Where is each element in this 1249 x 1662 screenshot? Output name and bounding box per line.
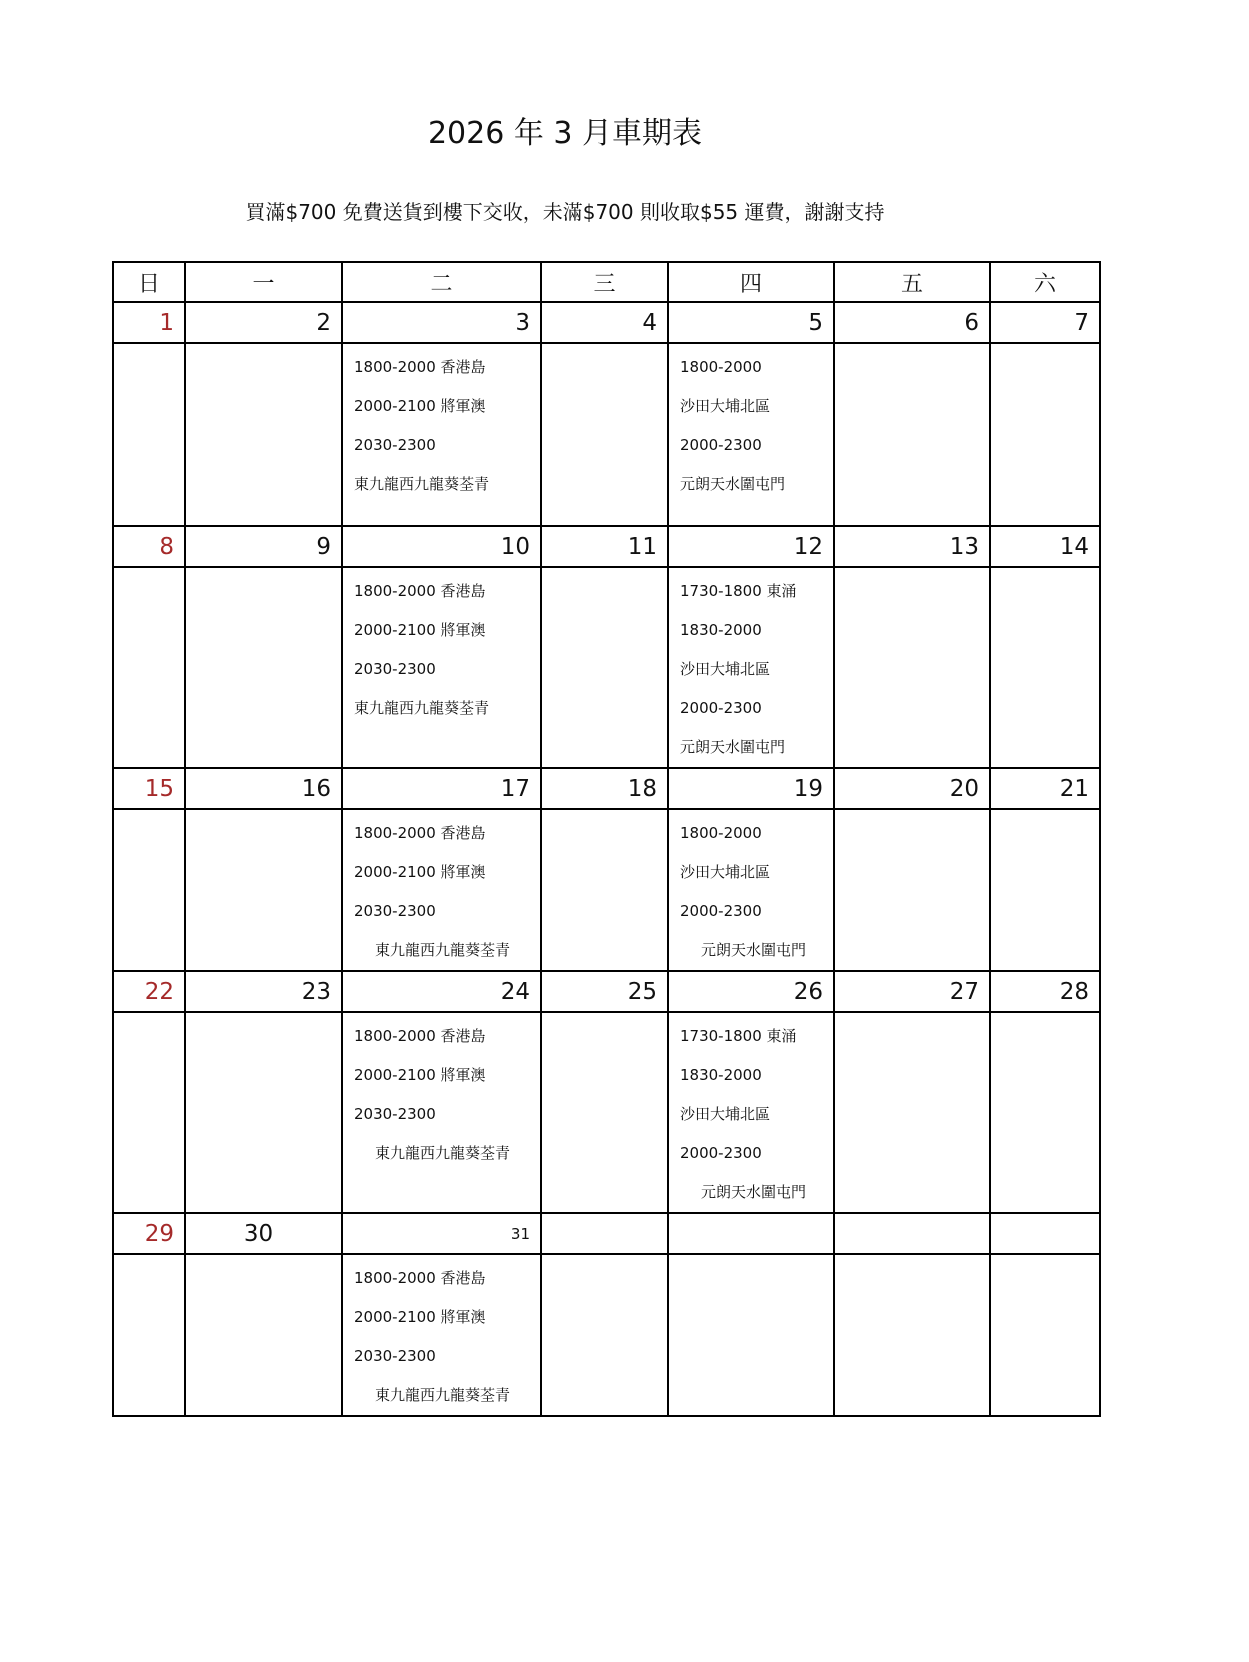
schedule-entry: 2000-2100 將軍澳 — [354, 621, 486, 639]
day-cell — [113, 1254, 185, 1416]
weekday-thu: 四 — [668, 262, 834, 302]
schedule-entry: 元朗天水圍屯門 — [680, 475, 786, 493]
events-row — [113, 343, 1100, 526]
schedule-entry: 元朗天水圍屯門 — [701, 941, 807, 959]
date-cell: 11 — [541, 526, 668, 567]
schedule-entry: 沙田大埔北區 — [680, 863, 771, 881]
day-cell — [541, 1254, 668, 1416]
day-cell — [185, 1012, 342, 1213]
schedule-entry: 元朗天水圍屯門 — [701, 1183, 807, 1201]
schedule-entry: 沙田大埔北區 — [680, 660, 771, 678]
day-cell — [834, 809, 990, 971]
day-cell — [342, 809, 541, 971]
schedule-entry: 2000-2100 將軍澳 — [354, 1066, 486, 1084]
date-cell: 21 — [990, 768, 1100, 809]
schedule-entry: 1800-2000 — [680, 358, 762, 376]
date-cell: 5 — [668, 302, 834, 343]
schedule-entry: 1800-2000 香港島 — [354, 1027, 486, 1045]
date-cell: 25 — [541, 971, 668, 1012]
day-cell — [342, 567, 541, 768]
day-cell — [541, 567, 668, 768]
date-row — [113, 526, 1100, 567]
day-cell — [834, 567, 990, 768]
schedule-entry: 1730-1800 東涌 — [680, 582, 797, 600]
date-cell: 2 — [185, 302, 342, 343]
date-cell: 30 — [185, 1213, 342, 1254]
date-cell: 24 — [342, 971, 541, 1012]
weekday-wed: 三 — [541, 262, 668, 302]
date-cell — [541, 1213, 668, 1254]
schedule-list — [343, 1013, 540, 1173]
delivery-note: 買滿$700 免費送貨到樓下交收，未滿$700 則收取$55 運費，謝謝支持 — [245, 200, 885, 224]
day-cell — [834, 1012, 990, 1213]
day-cell — [342, 1254, 541, 1416]
calendar-table — [112, 261, 1101, 1417]
schedule-entry: 1800-2000 — [680, 824, 762, 842]
date-row — [113, 971, 1100, 1012]
date-cell: 7 — [990, 302, 1100, 343]
schedule-entry: 1800-2000 香港島 — [354, 1269, 486, 1287]
schedule-entry: 1730-1800 東涌 — [680, 1027, 797, 1045]
date-cell: 28 — [990, 971, 1100, 1012]
day-cell — [668, 1012, 834, 1213]
day-cell — [113, 1012, 185, 1213]
day-cell — [541, 1012, 668, 1213]
day-cell — [113, 343, 185, 526]
date-cell: 8 — [113, 526, 185, 567]
date-cell: 27 — [834, 971, 990, 1012]
events-row — [113, 809, 1100, 971]
date-cell: 18 — [541, 768, 668, 809]
weekday-tue: 二 — [342, 262, 541, 302]
date-row — [113, 768, 1100, 809]
date-cell: 12 — [668, 526, 834, 567]
day-cell — [668, 1254, 834, 1416]
schedule-list — [343, 344, 540, 504]
day-cell — [668, 343, 834, 526]
weekday-sun: 日 — [113, 262, 185, 302]
schedule-entry: 1800-2000 香港島 — [354, 358, 486, 376]
day-cell — [342, 1012, 541, 1213]
date-cell: 17 — [342, 768, 541, 809]
schedule-entry: 2030-2300 — [354, 436, 436, 454]
day-cell — [185, 1254, 342, 1416]
day-cell — [668, 567, 834, 768]
weekday-sat: 六 — [990, 262, 1100, 302]
date-cell: 14 — [990, 526, 1100, 567]
date-cell: 10 — [342, 526, 541, 567]
schedule-list — [343, 568, 540, 728]
day-cell — [113, 567, 185, 768]
schedule-entry: 1830-2000 — [680, 1066, 762, 1084]
schedule-list — [343, 810, 540, 970]
date-cell: 15 — [113, 768, 185, 809]
day-cell — [990, 809, 1100, 971]
schedule-entry: 元朗天水圍屯門 — [680, 738, 786, 756]
schedule-entry: 2000-2300 — [680, 699, 762, 717]
schedule-entry: 2000-2100 將軍澳 — [354, 863, 486, 881]
schedule-entry: 東九龍西九龍葵荃青 — [354, 699, 490, 717]
weekday-fri: 五 — [834, 262, 990, 302]
schedule-entry: 東九龍西九龍葵荃青 — [375, 1144, 511, 1162]
date-cell — [668, 1213, 834, 1254]
date-row — [113, 302, 1100, 343]
weekday-header-row — [113, 262, 1100, 302]
schedule-entry: 東九龍西九龍葵荃青 — [354, 475, 490, 493]
schedule-entry: 沙田大埔北區 — [680, 1105, 771, 1123]
day-cell — [834, 343, 990, 526]
day-cell — [990, 567, 1100, 768]
schedule-entry: 2000-2100 將軍澳 — [354, 397, 486, 415]
day-cell — [990, 1254, 1100, 1416]
date-row — [113, 1213, 1100, 1254]
date-cell: 16 — [185, 768, 342, 809]
date-cell: 9 — [185, 526, 342, 567]
schedule-entry: 2000-2300 — [680, 1144, 762, 1162]
day-cell — [185, 809, 342, 971]
schedule-entry: 2000-2100 將軍澳 — [354, 1308, 486, 1326]
day-cell — [185, 567, 342, 768]
schedule-entry: 東九龍西九龍葵荃青 — [375, 1386, 511, 1404]
events-row — [113, 1012, 1100, 1213]
schedule-entry: 2000-2300 — [680, 436, 762, 454]
events-row — [113, 1254, 1100, 1416]
date-cell: 20 — [834, 768, 990, 809]
date-cell: 22 — [113, 971, 185, 1012]
day-cell — [185, 343, 342, 526]
day-cell — [834, 1254, 990, 1416]
schedule-entry: 1830-2000 — [680, 621, 762, 639]
day-cell — [668, 809, 834, 971]
schedule-list — [669, 568, 833, 767]
schedule-list — [669, 344, 833, 504]
date-cell: 26 — [668, 971, 834, 1012]
date-cell — [834, 1213, 990, 1254]
date-cell — [990, 1213, 1100, 1254]
day-cell — [541, 343, 668, 526]
day-cell — [342, 343, 541, 526]
schedule-list — [669, 1013, 833, 1212]
schedule-entry: 2000-2300 — [680, 902, 762, 920]
date-cell: 19 — [668, 768, 834, 809]
date-cell: 1 — [113, 302, 185, 343]
weekday-mon: 一 — [185, 262, 342, 302]
page-title: 2026 年 3 月車期表 — [427, 116, 703, 151]
schedule-entry: 2030-2300 — [354, 660, 436, 678]
day-cell — [990, 343, 1100, 526]
schedule-entry: 1800-2000 香港島 — [354, 824, 486, 842]
schedule-entry: 東九龍西九龍葵荃青 — [375, 941, 511, 959]
date-cell: 31 — [342, 1213, 541, 1254]
date-cell: 13 — [834, 526, 990, 567]
date-cell: 6 — [834, 302, 990, 343]
schedule-list — [669, 810, 833, 970]
schedule-entry: 沙田大埔北區 — [680, 397, 771, 415]
day-cell — [541, 809, 668, 971]
schedule-entry: 2030-2300 — [354, 1105, 436, 1123]
events-row — [113, 567, 1100, 768]
schedule-entry: 1800-2000 香港島 — [354, 582, 486, 600]
date-cell: 29 — [113, 1213, 185, 1254]
schedule-entry: 2030-2300 — [354, 902, 436, 920]
date-cell: 23 — [185, 971, 342, 1012]
day-cell — [113, 809, 185, 971]
date-cell: 4 — [541, 302, 668, 343]
date-cell: 3 — [342, 302, 541, 343]
day-cell — [990, 1012, 1100, 1213]
schedule-list — [343, 1255, 540, 1415]
schedule-entry: 2030-2300 — [354, 1347, 436, 1365]
